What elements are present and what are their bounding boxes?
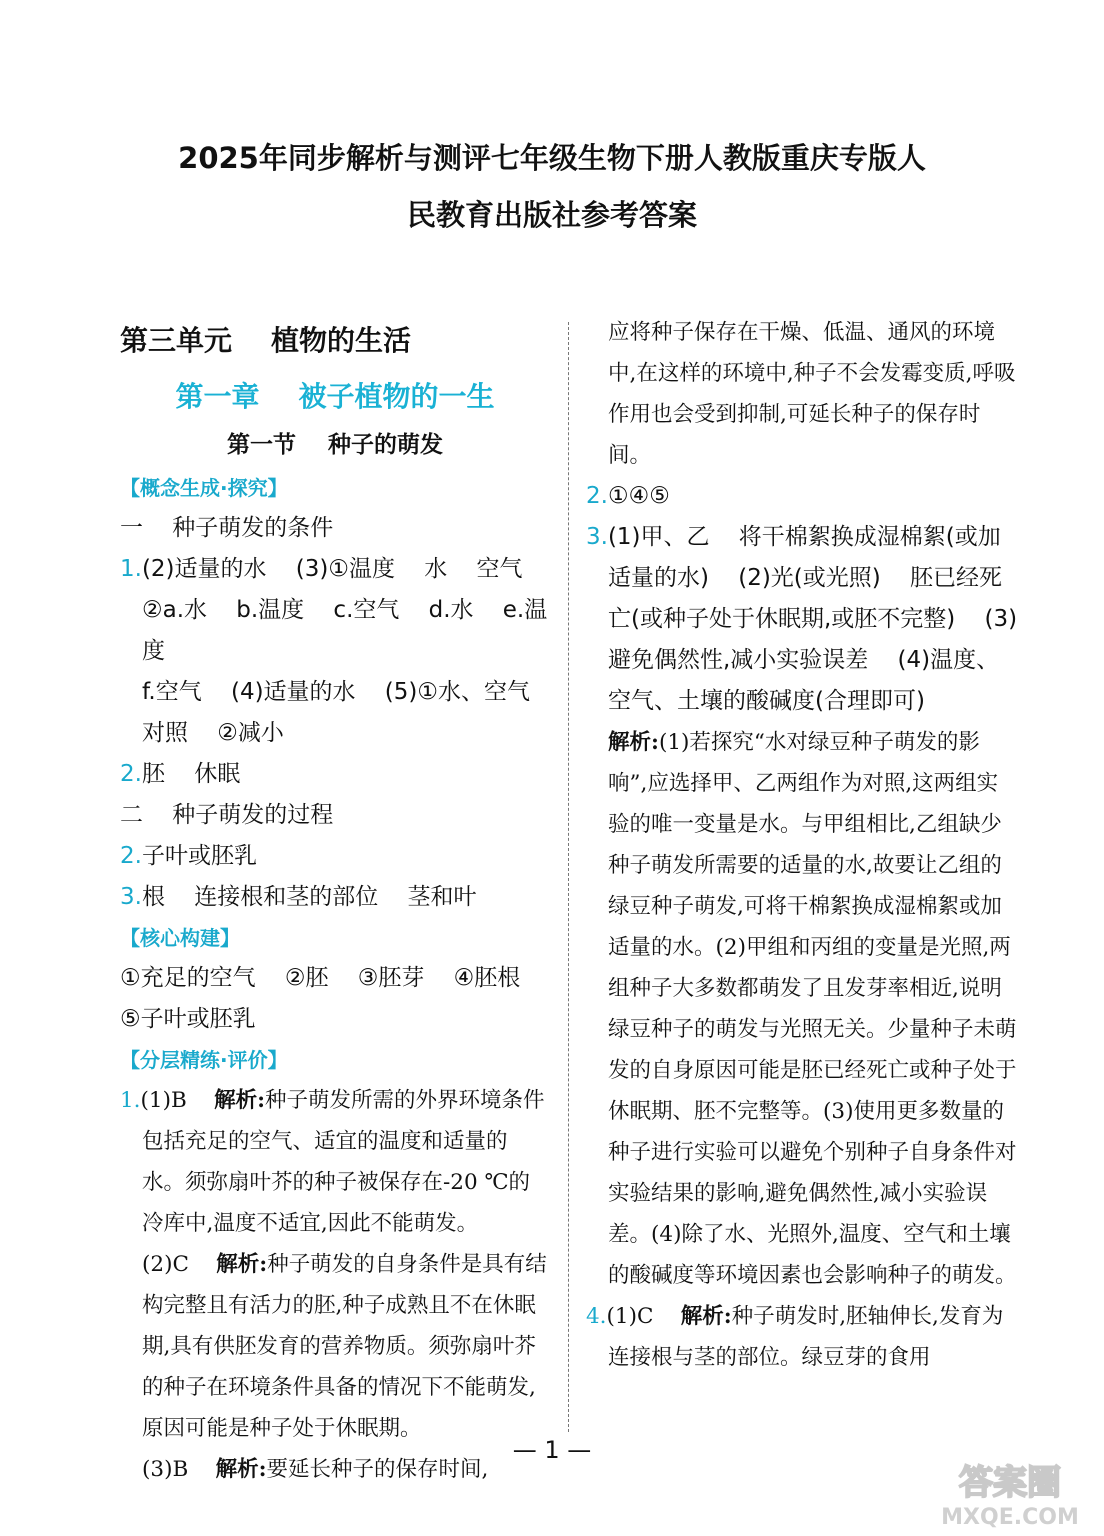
page-number: — 1 — (512, 1436, 592, 1464)
item-number: 2. (586, 483, 608, 509)
section-heading: 第一节 种子的萌发 (226, 432, 444, 458)
page-title-line-1: 2025年同步解析与测评七年级生物下册人教版重庆专版人 (178, 141, 926, 175)
core-line: ①充足的空气 ②胚 ③胚芽 ④胚根 (120, 965, 521, 991)
watermark-logo-text: 答案圈 (959, 1463, 1061, 1503)
analysis-label: 解析: (215, 1457, 267, 1482)
subheading-process: 二 种子萌发的过程 (120, 802, 334, 828)
chapter-heading: 第一章 被子植物的一生 (175, 380, 495, 413)
answer-choice: (3)B (142, 1457, 216, 1482)
answer-item (120, 1080, 550, 1244)
answer-item (120, 877, 550, 918)
item-text: 根 连接根和茎的部位 茎和叶 (141, 884, 477, 910)
analysis-text: (1)若探究“水对绿豆种子萌发的影响”,应选择甲、乙两组作为对照,这两组实验的唯一变量是水。与甲组相比,乙组缺少种子萌发所需要的适量的水,故要让乙组的绿豆种子萌发,可将干棉絮换成湿棉絮或加适量的水。(2)甲组和丙组的变量是光照,两组种子大多数都萌发了且发芽率相近,说明绿豆种子的萌发与光照无关。少量种子未萌发的自身原因可能是胚已经死亡或种子处于休眠期、胚不完整等。(3)使用更多数量的种子进行实验可以避免个别种子自身条件对实验结果的影响,避免偶然性,减小实验误差。(4)除了水、光照外,温度、空气和土壤的酸碱度等环境因素也会影响种子的萌发。 (608, 730, 1017, 1288)
answer-choice: (1)B (140, 1088, 215, 1113)
answer-part (120, 1244, 550, 1449)
analysis-block (586, 722, 1018, 1296)
item-number: 2. (120, 843, 142, 869)
page-title-line-2: 民教育出版社参考答案 (406, 198, 697, 232)
analysis-text: 种子萌发的自身条件是具有结构完整且有活力的胚,种子成熟且不在休眠期,具有供胚发育的营养物质。须弥扇叶芥的种子在环境条件具备的情况下不能萌发,原因可能是种子处于休眠期。 (142, 1252, 547, 1441)
item-text: (2)适量的水 (3)①温度 水 空气 (141, 556, 523, 582)
right-column (586, 312, 1018, 1378)
answer-choice: (1)C (606, 1304, 681, 1329)
analysis-label: 解析: (216, 1252, 268, 1277)
answer-item (586, 1296, 1018, 1378)
item-number: 1. (120, 556, 142, 582)
item-text: 胚 休眠 (141, 761, 241, 787)
item-text: ①④⑤ (607, 483, 670, 509)
tag-practice: 【分层精练·评价】 (120, 1048, 288, 1072)
item-number: 2. (120, 761, 142, 787)
analysis-label: 解析: (608, 730, 659, 755)
item-number: 1. (120, 1088, 141, 1113)
watermark-logo (930, 1452, 1090, 1532)
item-number: 4. (586, 1304, 607, 1329)
continued-text: 应将种子保存在干燥、低温、通风的环境中,在这样的环境中,种子不会发霉变质,呼吸作用也会受到抑制,可延长种子的保存时间。 (608, 320, 1016, 468)
watermark-site-text: MXQE.COM (941, 1505, 1079, 1530)
answer-choice: (2)C (142, 1252, 217, 1277)
answer-item (586, 476, 1018, 517)
answer-item (586, 517, 1018, 722)
answer-line: ②a.水 b.温度 c.空气 d.水 e.温度 (142, 597, 548, 664)
column-divider (568, 322, 569, 1432)
tag-concept: 【概念生成·探究】 (120, 476, 288, 500)
analysis-text: 要延长种子的保存时间, (266, 1457, 489, 1482)
item-text: 子叶或胚乳 (141, 843, 257, 869)
tag-core: 【核心构建】 (120, 926, 240, 950)
analysis-text: 种子萌发时,胚轴伸长,发育为连接根与茎的部位。绿豆芽的食用 (608, 1304, 1004, 1370)
analysis-text: 种子萌发所需的外界环境条件包括充足的空气、适宜的温度和适量的水。须弥扇叶芥的种子被保存在-20 ℃的冷库中,温度不适宜,因此不能萌发。 (142, 1088, 545, 1236)
item-number: 3. (586, 524, 608, 550)
answer-item (120, 836, 550, 877)
core-line: ⑤子叶或胚乳 (120, 1006, 256, 1032)
item-text: (1)甲、乙 将干棉絮换成湿棉絮(或加适量的水) (2)光(或光照) 胚已经死亡(或种子处于休眠期,或胚不完整) (3)避免偶然性,减小实验误差 (4)温度、空气、土壤的酸碱度(合理即可) (607, 524, 1018, 714)
analysis-label: 解析: (680, 1304, 732, 1329)
answer-line: f.空气 (4)适量的水 (5)①水、空气 (142, 679, 531, 705)
unit-heading: 第三单元 植物的生活 (120, 324, 411, 357)
answer-line: 对照 ②减小 (142, 720, 284, 746)
analysis-label: 解析: (214, 1088, 266, 1113)
answer-item (120, 754, 550, 795)
item-number: 3. (120, 884, 142, 910)
left-column (120, 312, 550, 1490)
subheading-conditions: 一 种子萌发的条件 (120, 515, 334, 541)
answer-item (120, 549, 550, 590)
